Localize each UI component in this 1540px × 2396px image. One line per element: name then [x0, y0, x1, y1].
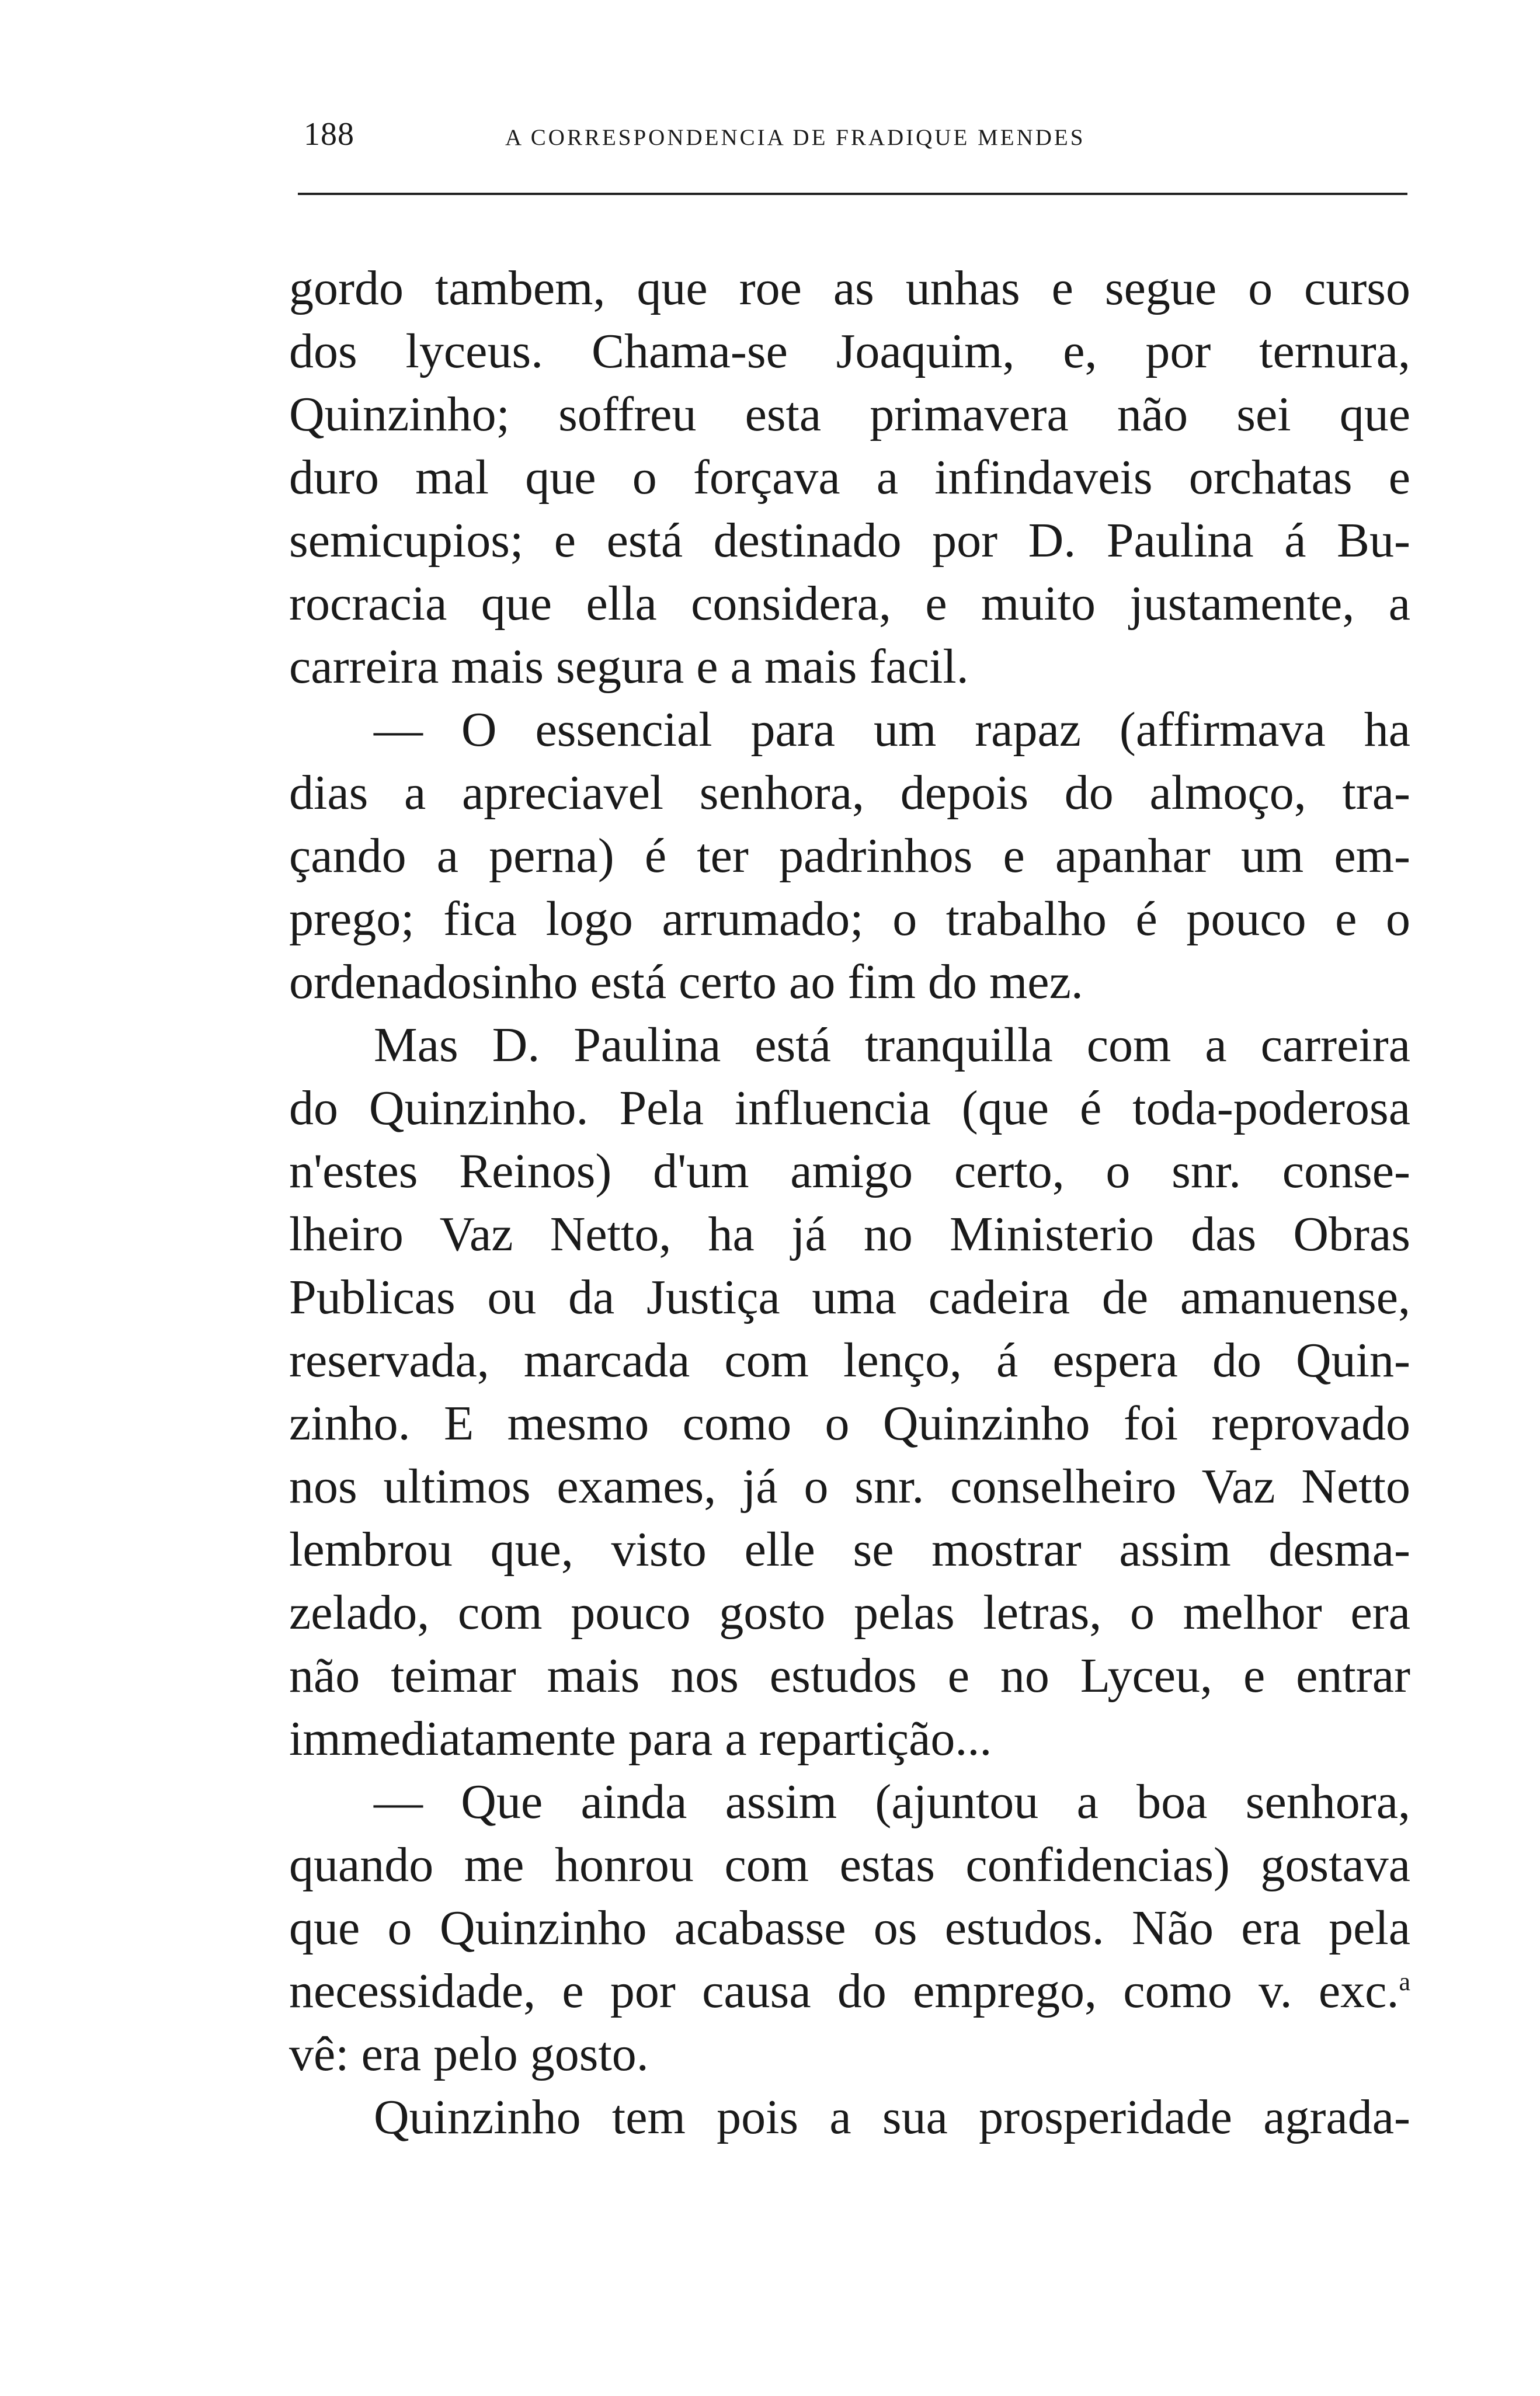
text-line-content: necessidade, e por causa do emprego, como v. exc.: [289, 1964, 1399, 2018]
text-line: rocracia que ella considera, e muito justamente, a: [289, 576, 1410, 631]
text-line: carreira mais segura e a mais facil.: [289, 639, 969, 694]
text-line: prego; fica logo arrumado; o trabalho é pouco e o: [289, 892, 1410, 946]
text-line-with-superscript: [289, 1960, 1410, 2023]
text-line: immediatamente para a repartição...: [289, 1712, 992, 1766]
text-line: semicupios; e está destinado por D. Paulina á Bu-: [289, 513, 1410, 568]
text-line: que o Quinzinho acabasse os estudos. Não era pela: [289, 1901, 1410, 1955]
header-rule: [298, 193, 1407, 195]
text-line: lembrou que, visto elle se mostrar assim desma-: [289, 1522, 1410, 1577]
text-line: — Que ainda assim (ajuntou a boa senhora,: [374, 1775, 1410, 1829]
superscript: a: [1399, 1967, 1410, 1996]
text-line: n'estes Reinos) d'um amigo certo, o snr. conse-: [289, 1144, 1410, 1198]
text-line: ordenadosinho está certo ao fim do mez.: [289, 955, 1083, 1009]
text-line: duro mal que o forçava a infindaveis orchatas e: [289, 450, 1410, 505]
text-line: dos lyceus. Chama-se Joaquim, e, por ternura,: [289, 324, 1410, 378]
text-line: reservada, marcada com lenço, á espera do Quin-: [289, 1333, 1410, 1387]
text-line: zelado, com pouco gosto pelas letras, o melhor era: [289, 1585, 1410, 1640]
text-line: — O essencial para um rapaz (affirmava ha: [374, 703, 1410, 757]
running-head: A CORRESPONDENCIA DE FRADIQUE MENDES: [505, 125, 1086, 150]
text-line: Quinzinho; soffreu esta primavera não sei que: [289, 387, 1410, 441]
page-number: 188: [304, 116, 354, 152]
text-line: zinho. E mesmo como o Quinzinho foi reprovado: [289, 1396, 1410, 1451]
text-line: quando me honrou com estas confidencias) gostava: [289, 1838, 1410, 1892]
body-text: [289, 257, 1410, 2149]
text-line: Mas D. Paulina está tranquilla com a carreira: [374, 1018, 1410, 1072]
text-line: Publicas ou da Justiça uma cadeira de amanuense,: [289, 1270, 1410, 1324]
text-line: nos ultimos exames, já o snr. conselheiro Vaz Netto: [289, 1459, 1410, 1514]
text-line: çando a perna) é ter padrinhos e apanhar um em-: [289, 829, 1410, 883]
text-line: gordo tambem, que roe as unhas e segue o curso: [289, 261, 1410, 315]
page-header: [298, 111, 1256, 164]
text-line: do Quinzinho. Pela influencia (que é toda-poderosa: [289, 1081, 1410, 1135]
text-line: vê: era pelo gosto.: [289, 2027, 649, 2081]
text-line: lheiro Vaz Netto, ha já no Ministerio das Obras: [289, 1207, 1410, 1261]
text-line: não teimar mais nos estudos e no Lyceu, e entrar: [289, 1649, 1410, 1703]
text-line: dias a apreciavel senhora, depois do almoço, tra-: [289, 766, 1410, 820]
text-line: Quinzinho tem pois a sua prosperidade agrada-: [374, 2090, 1410, 2144]
